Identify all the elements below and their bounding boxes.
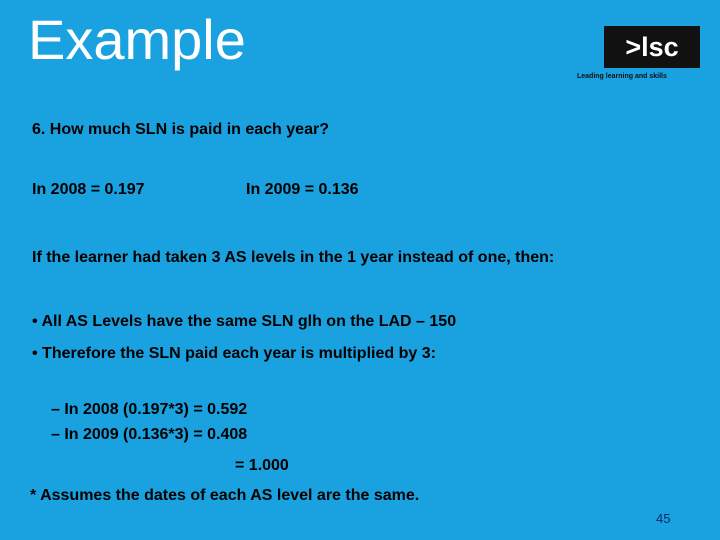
- sln-2009-value: In 2009 = 0.136: [246, 181, 359, 198]
- question-text: 6. How much SLN is paid in each year?: [32, 121, 329, 138]
- bullet-multiplied: • Therefore the SLN paid each year is multiplied by 3:: [32, 345, 436, 362]
- calc-2009: – In 2009 (0.136*3) = 0.408: [51, 426, 248, 443]
- page-number: 45: [656, 511, 671, 526]
- sln-2008-value: In 2008 = 0.197: [32, 181, 145, 198]
- logo-tagline: Leading learning and skills: [577, 73, 667, 80]
- footnote: * Assumes the dates of each AS level are the same.: [30, 487, 420, 504]
- calc-total: = 1.000: [235, 457, 289, 474]
- bullet-same-glh: • All AS Levels have the same SLN glh on the LAD – 150: [32, 313, 457, 330]
- lsc-logo: >lsc: [604, 26, 700, 68]
- slide-title: Example: [28, 8, 246, 71]
- calc-2008: – In 2008 (0.197*3) = 0.592: [51, 401, 248, 418]
- condition-text: If the learner had taken 3 AS levels in the 1 year instead of one, then:: [32, 249, 555, 266]
